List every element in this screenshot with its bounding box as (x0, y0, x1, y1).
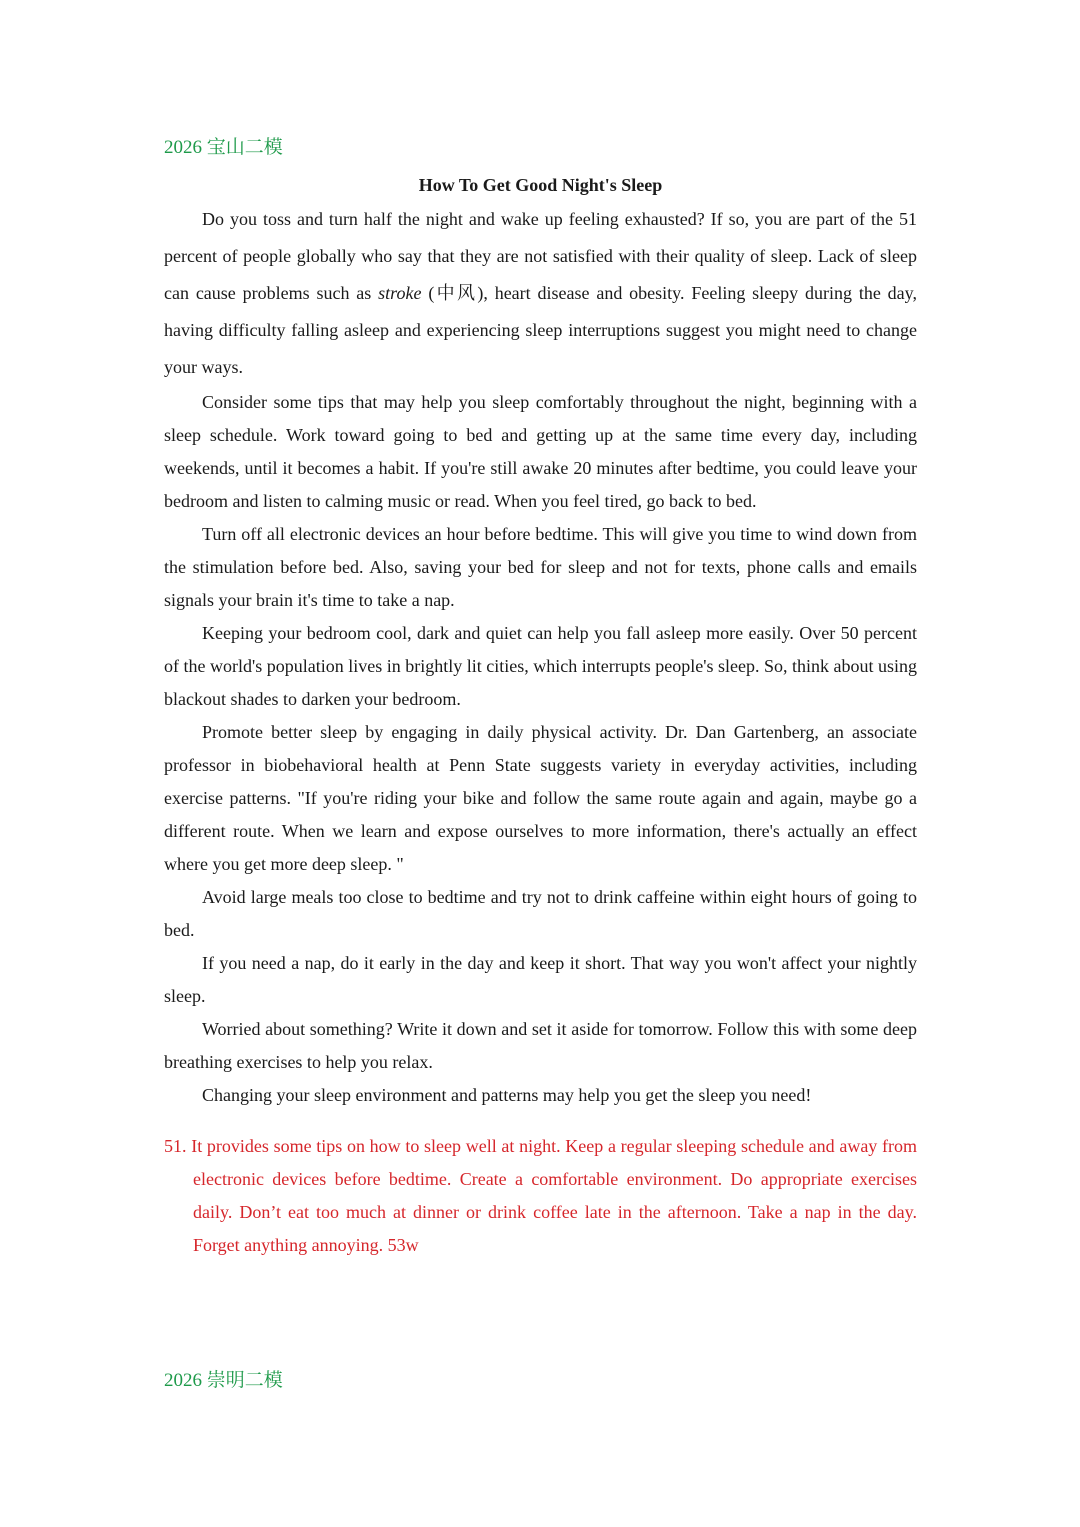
paragraph: Changing your sleep environment and patterns may help you get the sleep you need! (202, 1085, 812, 1105)
paragraph: Turn off all electronic devices an hour before bedtime. This will give you time to wind down from the stimulation before bed. Also, saving your bed for sleep and not for texts, phone calls and emails signals your brain it's time to take a nap. (164, 524, 917, 610)
paragraph (164, 201, 917, 386)
section-label: 2026 崇明二模 (164, 1370, 283, 1391)
paragraph: Avoid large meals too close to bedtime and try not to drink caffeine within eight hours of going to bed. (164, 887, 917, 940)
article-title: How To Get Good Night's Sleep (418, 175, 663, 195)
paragraph: Promote better sleep by engaging in daily physical activity. Dr. Dan Gartenberg, an associate professor in biobehavioral health at Penn State suggests variety in everyday activities, including exercise patterns. "If you're riding your bike and follow the same route again and again, maybe go a different route. When we learn and expose ourselves to more information, there's actually an effect where you get more deep sleep. " (164, 722, 917, 874)
italic-term: stroke (378, 283, 422, 303)
paragraph: Worried about something? Write it down and set it aside for tomorrow. Follow this with some deep breathing exercises to help you relax. (164, 1019, 917, 1072)
paragraph: If you need a nap, do it early in the day and keep it short. That way you won't affect your nightly sleep. (164, 953, 917, 1006)
paragraph: Keeping your bedroom cool, dark and quiet can help you fall asleep more easily. Over 50 percent of the world's population lives in brightly lit cities, which interrupts people's sleep. So, think about using blackout shades to darken your bedroom. (164, 623, 917, 709)
paragraph-text: Do you toss and turn half the night and wake up feeling exhausted? If so, you are part of the 51 percent of people globally who say that they are not satisfied with their quality of sleep. Lack of sleep can cause problems such as (164, 209, 917, 303)
paragraph-text: (中风), heart disease and obesity. Feeling sleepy during the day, having difficulty falling asleep and experiencing sleep interruptions suggest you might need to change your ways. (164, 283, 917, 377)
article-body (164, 201, 917, 1112)
answer-summary: 51. It provides some tips on how to sleep well at night. Keep a regular sleeping schedule and away from electronic devices before bedtime. Create a comfortable environment. Do appropriate exercises daily. Don’t eat too much at dinner or drink coffee late in the afternoon. Take a nap in the day. Forget anything annoying. 53w (164, 1136, 917, 1255)
paragraph: Consider some tips that may help you sleep comfortably throughout the night, beginning with a sleep schedule. Work toward going to bed and getting up at the same time every day, including weekends, until it becomes a habit. If you're still awake 20 minutes after bedtime, you could leave your bedroom and listen to calming music or read. When you feel tired, go back to bed. (164, 392, 917, 511)
section-label: 2026 宝山二模 (164, 137, 283, 158)
